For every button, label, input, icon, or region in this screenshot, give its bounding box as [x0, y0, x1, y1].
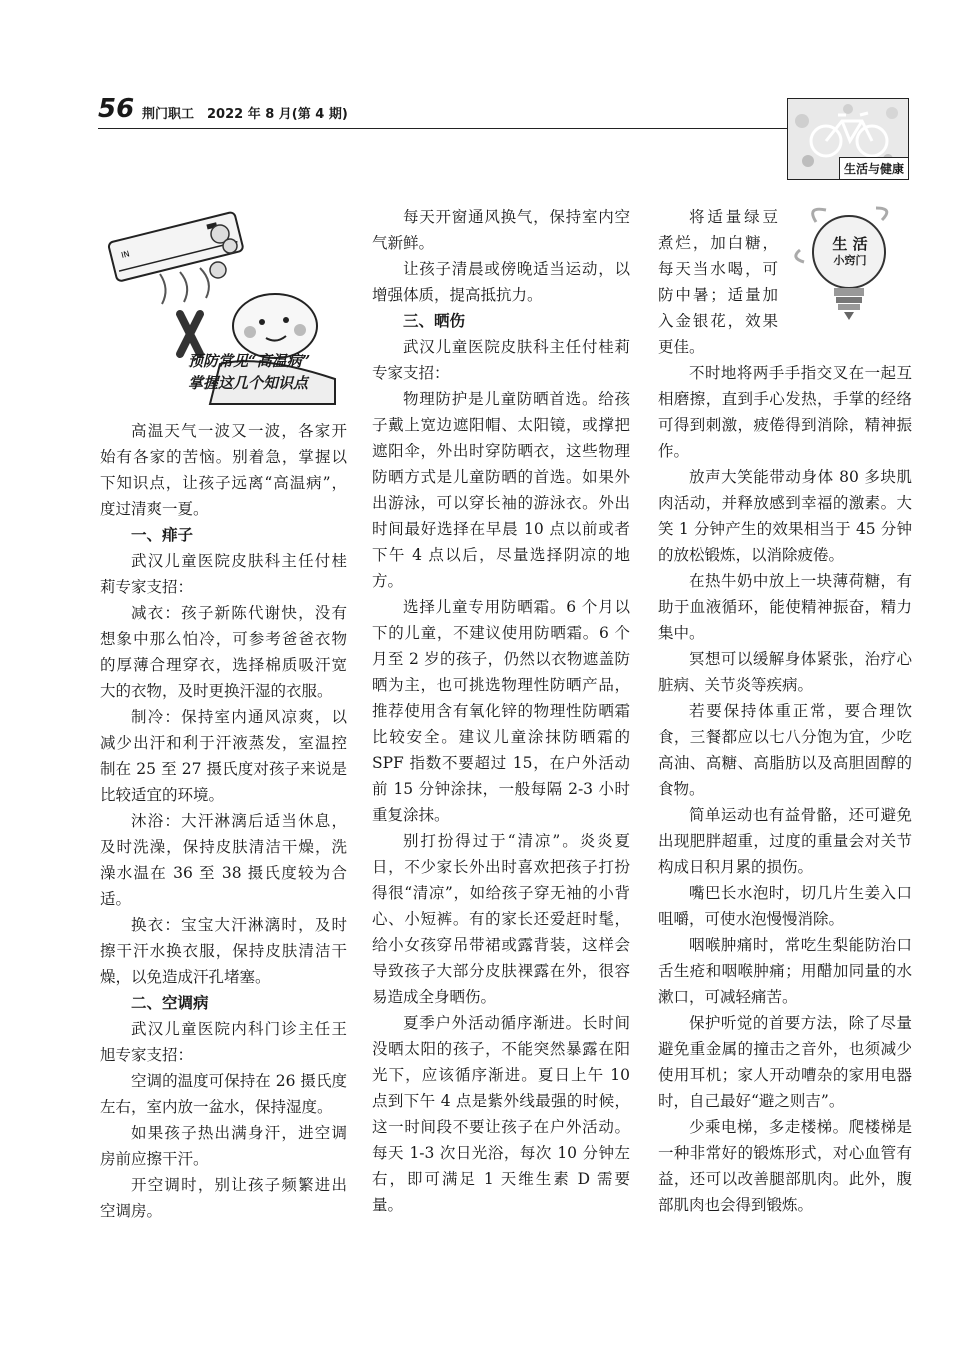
paragraph: 空调的温度可保持在 26 摄氏度左右，室内放一盆水，保持湿度。	[100, 1072, 347, 1116]
paragraph: 别打扮得过于“清凉”。炎炎夏日，不少家长外出时喜欢把孩子打扮得很“清凉”，如给孩子穿无袖的小背心、小短裤。有的家长还爱赶时髦，给小女孩穿吊带裙或露背装，这样会导致孩子大部分皮肤裸露在外，很容易造成全身晒伤。	[372, 832, 630, 1006]
paragraph: 嘴巴长水泡时，切几片生姜入口咀嚼，可使水泡慢慢消除。	[658, 884, 912, 928]
paragraph: 物理防护是儿童防晒首选。给孩子戴上宽边遮阳帽、太阳镜，或撑把遮阳伞，外出时穿防晒衣，这些物理防晒方式是儿童防晒的首选。如果外出游泳，可以穿长袖的游泳衣。外出时间最好选择在早晨 10 点以前或者下午 4 点以后，尽量选择阴凉的地方。	[372, 390, 630, 590]
column-2	[372, 204, 630, 1218]
paragraph: 夏季户外活动循序渐进。长时间没晒太阳的孩子，不能突然暴露在阳光下，应该循序渐进。夏日上午 10 点到下午 4 点是紫外线最强的时候，这一时间段不要让孩子在户外活动。每天 1-3 次日光浴，每次 10 分钟左右，即可满足 1 天维生素 D 需要量。	[372, 1014, 630, 1214]
page-number: 56	[98, 94, 135, 124]
paragraph: 开空调时，别让孩子频繁进出空调房。	[100, 1176, 347, 1220]
paragraph: 让孩子清晨或傍晚适当运动，以增强体质，提高抵抗力。	[372, 260, 630, 304]
tip-paragraph: 将适量绿豆煮烂，加白糖，每天当水喝，可防中暑；适量加入金银花，效果更佳。	[658, 208, 778, 356]
caption-line1: 预防常见“高温病”	[188, 352, 311, 370]
tip-badge-line1: 生 活	[832, 235, 868, 253]
paragraph: 沐浴：大汗淋漓后适当休息，及时洗澡，保持皮肤清洁干燥，洗澡水温在 36 至 38 摄氏度较为合适。	[100, 812, 347, 908]
paragraph: 如果孩子热出满身汗，进空调房前应擦干汗。	[100, 1124, 347, 1168]
page-header	[98, 94, 788, 129]
paragraph: 咽喉肿痛时，常吃生梨能防治口舌生疮和咽喉肿痛；用醋加同量的水漱口，可减轻痛苦。	[658, 936, 912, 1006]
paragraph: 简单运动也有益骨骼，还可避免出现肥胖超重，过度的重量会对关节构成日积月累的损伤。	[658, 806, 912, 876]
section-label: 生活与健康	[839, 157, 908, 179]
section-heading: 二、空调病	[131, 993, 209, 1012]
paragraph: 制冷：保持室内通风凉爽，以减少出汗和利于汗液蒸发，室温控制在 25 至 27 摄氏度对孩子来说是比较适宜的环境。	[100, 708, 347, 804]
paragraph: 保护听觉的首要方法，除了尽量避免重金属的撞击之音外，也须减少使用耳机；家人开动嘈杂的家用电器时，自己最好“避之则吉”。	[658, 1014, 912, 1110]
caption-line2: 掌握这几个知识点	[188, 374, 309, 392]
column-3	[658, 204, 912, 1218]
paragraph: 冥想可以缓解身体紧张，治疗心脏病、关节炎等疾病。	[658, 650, 912, 694]
tip-paragraph-wrap	[658, 204, 912, 360]
section-badge	[787, 98, 909, 180]
paragraph: 选择儿童专用防晒霜。6 个月以下的儿童，不建议使用防晒霜。6 个月至 2 岁的孩子，仍然以衣物遮盖防晒为主，也可挑选物理性防晒产品，推荐使用含有氧化锌的物理性防晒霜比较安全。建议儿童涂抹防晒霜的 SPF 指数不要超过 15，在户外活动前 15 分钟涂抹，一般每隔 2-3 小时重复涂抹。	[372, 598, 630, 824]
column-1	[100, 418, 347, 1224]
paragraph: 若要保持体重正常，要合理饮食，三餐都应以七八分饱为宜，少吃高油、高糖、高脂肪以及高胆固醇的食物。	[658, 702, 912, 798]
publication-meta: 荆门职工 2022 年 8 月(第 4 期)	[142, 107, 348, 122]
paragraph: 每天开窗通风换气，保持室内空气新鲜。	[372, 208, 630, 252]
paragraph: 武汉儿童医院皮肤科主任付桂莉专家支招：	[100, 552, 347, 596]
ac-label: IN	[120, 249, 131, 260]
tip-badge-line2: 小窍门	[833, 254, 867, 267]
section-heading: 三、晒伤	[403, 311, 466, 330]
paragraph: 少乘电梯，多走楼梯。爬楼梯是一种非常好的锻炼形式，对心血管有益，还可以改善腿部肌肉。此外，腹部肌肉也会得到锻炼。	[658, 1118, 912, 1214]
paragraph: 放声大笑能带动身体 80 多块肌肉活动，并释放感到幸福的激素。大笑 1 分钟产生的效果相当于 45 分钟的放松锻炼，以消除疲倦。	[658, 468, 912, 564]
paragraph: 减衣：孩子新陈代谢快，没有想象中那么怕冷，可参考爸爸衣物的厚薄合理穿衣，选择棉质吸汗宽大的衣物，及时更换汗湿的衣服。	[100, 604, 347, 700]
paragraph: 高温天气一波又一波，各家开始有各家的苦恼。别着急，掌握以下知识点，让孩子远离“高温病”，度过清爽一夏。	[100, 422, 347, 518]
paragraph: 武汉儿童医院皮肤科主任付桂莉专家支招：	[372, 338, 630, 382]
paragraph: 不时地将两手手指交叉在一起互相磨擦，直到手心发热，手掌的经络可得到刺激，疲倦得到消除，精神振作。	[658, 364, 912, 460]
paragraph: 换衣：宝宝大汗淋漓时，及时擦干汗水换衣服，保持皮肤清洁干燥，以免造成汗孔堵塞。	[100, 916, 347, 986]
paragraph: 武汉儿童医院内科门诊主任王旭专家支招：	[100, 1020, 347, 1064]
article-illustration	[100, 204, 348, 409]
paragraph: 在热牛奶中放上一块薄荷糖，有助于血液循环，能使精神振奋，精力集中。	[658, 572, 912, 642]
section-heading: 一、痱子	[131, 525, 194, 544]
illustration-caption	[188, 350, 310, 394]
